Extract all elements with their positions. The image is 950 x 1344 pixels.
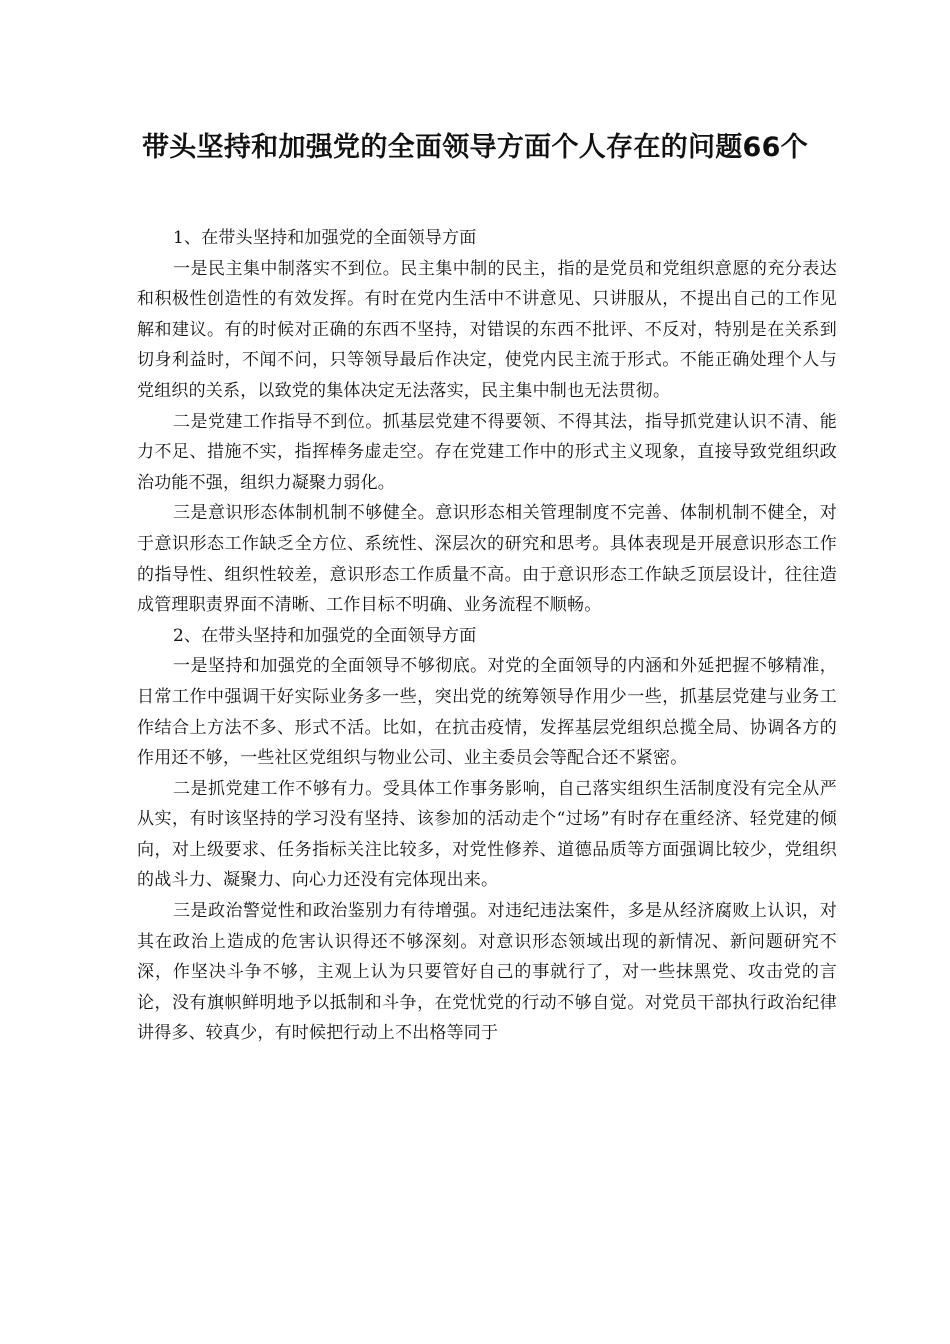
paragraph: 一是民主集中制落实不到位。民主集中制的民主，指的是党员和党组织意愿的充分表达和积极性创造性的有效发挥。有时在党内生活中不讲意见、只讲服从，不提出自己的工作见解和建议。有的时候对正确的东西不坚持，对错误的东西不批评、不反对，特别是在关系到切身利益时，不闻不问，只等领导最后作决定，使党内民主流于形式。不能正确处理个人与党组织的关系，以致党的集体决定无法落实，民主集中制也无法贯彻。 <box>137 258 837 401</box>
section-heading-2: 2、在带头坚持和加强党的全面领导方面 <box>173 625 477 646</box>
paragraph: 二是抓党建工作不够有力。受具体工作事务影响，自己落实组织生活制度没有完全从严从实，有时该坚持的学习没有坚持、该参加的活动走个“过场”有时存在重经济、轻党建的倾向，对上级要求、任务指标关注比较多，对党性修养、道德品质等方面强调比较少，党组织的战斗力、凝聚力、向心力还没有完体现出来。 <box>137 778 837 891</box>
document-title: 带头坚持和加强党的全面领导方面个人存在的问题66个 <box>141 132 809 163</box>
paragraph: 二是党建工作指导不到位。抓基层党建不得要领、不得其法，指导抓党建认识不清、能力不足、措施不实，指挥棒务虚走空。存在党建工作中的形式主义现象，直接导致党组织政治功能不强，组织力凝聚力弱化。 <box>137 411 837 493</box>
paragraph: 三是政治警觉性和政治鉴别力有待增强。对违纪违法案件，多是从经济腐败上认识，对其在政治上造成的危害认识得还不够深刻。对意识形态领域出现的新情况、新问题研究不深，作坚决斗争不够，主观上认为只要管好自己的事就行了，对一些抹黑党、攻击党的言论，没有旗帜鲜明地予以抵制和斗争，在党忧党的行动不够自觉。对党员干部执行政治纪律讲得多、较真少，有时候把行动上不出格等同于 <box>137 901 837 1044</box>
document-body <box>137 223 837 1049</box>
paragraph: 三是意识形态体制机制不够健全。意识形态相关管理制度不完善、体制机制不健全，对于意识形态工作缺乏全方位、系统性、深层次的研究和思考。具体表现是开展意识形态工作的指导性、组织性较差，意识形态工作质量不高。由于意识形态工作缺乏顶层设计，往往造成管理职责界面不清晰、工作目标不明确、业务流程不顺畅。 <box>137 503 837 616</box>
section-heading-1: 1、在带头坚持和加强党的全面领导方面 <box>173 228 477 248</box>
paragraph: 一是坚持和加强党的全面领导不够彻底。对党的全面领导的内涵和外延把握不够精准，日常工作中强调干好实际业务多一些，突出党的统筹领导作用少一些，抓基层党建与业务工作结合上方法不多、形式不活。比如，在抗击疫情，发挥基层党组织总揽全局、协调各方的作用还不够，一些社区党组织与物业公司、业主委员会等配合还不紧密。 <box>137 656 837 769</box>
